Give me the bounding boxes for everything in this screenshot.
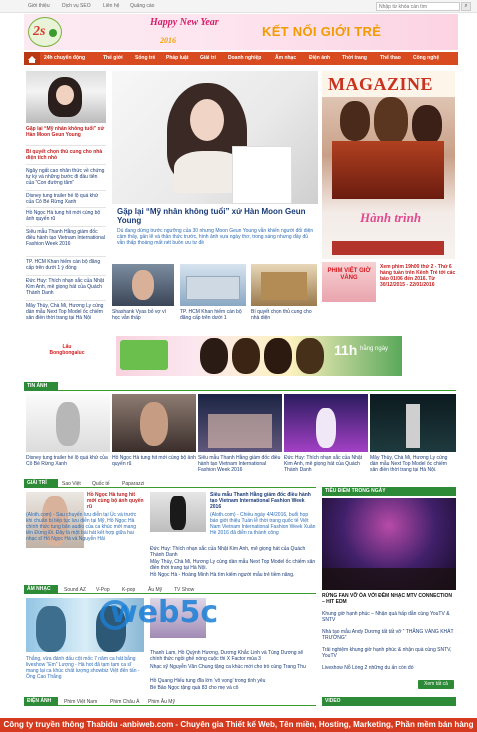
left-item-5[interactable]: TP. HCM Khan hiếm cán bộ đăng cấp trên dưới 1 ý đồng: [26, 259, 101, 271]
tinanh-title-2[interactable]: Siêu mẫu Thanh Hằng giám đốc điều hành tạo Vietnam International Fashion Week 2016: [198, 455, 281, 473]
amnhac-tab-2[interactable]: K-pop: [122, 587, 136, 593]
magazine-cover[interactable]: [322, 71, 455, 259]
video-label: VIDEO: [322, 697, 456, 706]
nav-item-music[interactable]: Âm nhạc: [275, 55, 297, 61]
nav-item-young[interactable]: Sống trẻ: [135, 55, 156, 61]
amnhac-tab-0[interactable]: Sound AZ: [64, 587, 86, 593]
giaitri-mid-list-2[interactable]: Hồ Ngọc Hà - Hoàng Minh Hà tìm kiếm người mẫu trẻ tiềm năng.: [150, 572, 295, 578]
top-link-contact[interactable]: Liên hệ: [103, 3, 120, 9]
giaitri-tab-2[interactable]: Paparazzi: [122, 481, 145, 487]
tinanh-image-3[interactable]: [284, 394, 368, 452]
center-sub-image-2[interactable]: [251, 264, 317, 306]
nav-item-law[interactable]: Pháp luật: [166, 55, 189, 61]
giaitri-mid-list-1[interactable]: Mây Thùy, Chà Mi, Hương Ly cùng dàn mẫu Next Top Model ốc chiếm sân điền thời trang tại Hà Nội.: [150, 559, 316, 571]
nav-item-business[interactable]: Doanh nghiệp: [228, 55, 262, 61]
giaitri-left-title[interactable]: Hồ Ngọc Hà tung hit mới cùng bộ ảnh quyến rũ: [87, 492, 144, 510]
magazine-right-caption: Xem phim 19h00 thứ 2 - Thứ 6 hàng tuần trên Kênh Trẻ tới các báo 01/06 đến 2016. Từ 30/12/2015 - 22/01/2016: [380, 264, 456, 288]
tinanh-title-4[interactable]: Mây Thùy, Chà Mi, Hương Ly cùng dàn mẫu Next Top Model ốc chiếm sân điền thời trang tại Hà Nội.: [370, 455, 448, 473]
left-item-4[interactable]: Siêu mẫu Thanh Hằng giám đốc điều hành tạo Vietnam International Fashion Week 2016: [26, 229, 105, 247]
nav-item-24h[interactable]: 24h chuyển động: [44, 55, 86, 61]
amnhac-label: ÂM NHẠC: [24, 585, 58, 594]
center-feature-image[interactable]: [112, 71, 318, 204]
banner-slogan: KẾT NỐI GIỚI TRẺ: [262, 24, 382, 39]
center-feature-desc: Dù đang dừng trước ngưỡng của 30 nhưng Moon Geun Young vẫn khiến người đối diện cảm thấy, gần lẽ và thân thức trước, hình ảnh vựa ngày thơ, trong sáng nhưng đầy đủ vẫn thấp thoáng mất nét buồn ưu tư đề: [117, 228, 314, 246]
left-feature-title[interactable]: Gặp lại “Mỹ nhân không tuổi” xứ Hàn Moon Geun Young: [26, 126, 105, 138]
tieudiem-list-1[interactable]: Nhà tạo mẫu Andy Dương tất tất vỡ “ THĂNG VÀNG KHÁT TRƯỜNG”: [322, 629, 454, 641]
tieudiem-title[interactable]: RỪNG FAN VỠ ÒA VỚI ĐÊM NHẠC MTV CONNECTION – HIT EDM: [322, 593, 452, 605]
left-item-2[interactable]: Disney tung trailer hé lộ quá khứ của Cô Bé Rừng Xanh: [26, 193, 99, 205]
home-icon[interactable]: [24, 52, 40, 65]
tinanh-label: TIN ẢNH: [24, 382, 58, 391]
amnhac-header: [24, 585, 316, 594]
tieudiem-list-0[interactable]: Khung giờ hạnh phúc – Nhận quà hấp dẫn cùng YouTV & SNTV: [322, 611, 450, 623]
amnhac-left-desc: Thắng, vừa đánh dấu cột mốc 7 năm ca hát bằng liveshow “Em” Lượng - Hà hot đã tạm tạm ca sĩ mang lại ca khúc chất lượng showbiz Việt đến tấn - Ông Cao Thắng: [26, 656, 140, 680]
nav-item-fashion[interactable]: Thời trang: [342, 55, 367, 61]
nav-item-tech[interactable]: Công nghệ: [413, 55, 440, 61]
amnhac-mid-list-2[interactable]: Hồ Quang Hiếu tung đĩa lớn ‘vô vọng’ trong tình yêu: [150, 678, 266, 684]
ad-sub: hằng ngày: [360, 346, 389, 352]
amnhac-tab-3[interactable]: Âu Mỹ: [148, 587, 163, 593]
tinanh-image-0[interactable]: [26, 394, 110, 452]
tieudiem-list-3[interactable]: Liveshow Nỗ Lòng 2 những du ấn còn đó: [322, 665, 414, 671]
left-item-3[interactable]: Hồ Ngọc Hà tung hit mới cùng bộ ảnh quyến rũ: [26, 210, 101, 222]
tinanh-image-1[interactable]: [112, 394, 196, 452]
new-year-text: Happy New Year: [150, 17, 219, 28]
center-sub-title-1[interactable]: TP. HCM Khan hiếm cán bộ đăng cấp trên dưới 1: [180, 309, 242, 321]
left-item-0[interactable]: Bí quyết chọn thủ cung cho nhà diện tích nhỏ: [26, 149, 103, 161]
center-sub-title-0[interactable]: Shashank Vyas bỏ vợ vì học vẫn thấp: [112, 309, 166, 321]
nav-item-cinema[interactable]: Điện ảnh: [309, 55, 331, 61]
dienanh-tab-0[interactable]: Phim Việt Nam: [64, 699, 98, 705]
tinanh-title-1[interactable]: Hồ Ngọc Hà tung hit mới cùng bộ ảnh quyến rũ: [112, 455, 196, 467]
giaitri-label: GIẢI TRÍ: [24, 479, 58, 488]
tinanh-image-2[interactable]: [198, 394, 282, 452]
tieudiem-list-2[interactable]: Trải nghiệm khung giờ hạnh phúc & nhận quà cùng SNTV, YouTV: [322, 647, 452, 659]
phim-viet-badge[interactable]: [322, 262, 376, 302]
dienanh-header: [24, 697, 316, 706]
tieudiem-image[interactable]: [322, 498, 456, 590]
top-link-ads[interactable]: Quảng cáo: [130, 3, 155, 9]
giaitri-tab-1[interactable]: Quốc tế: [92, 481, 110, 487]
top-bar: [0, 0, 477, 13]
left-item-7[interactable]: Mây Thùy, Chà Mi, Hương Ly cùng dàn mẫu Next Top Model ốc chiếm sân điền thời trang tại Hà Nội: [26, 303, 104, 321]
new-year-year: 2016: [160, 36, 176, 45]
tinanh-title-3[interactable]: Đức Huy: Thích nhạn sắc của Nhật Kim Anh, mê giọng hát của Quách Thành Danh: [284, 455, 363, 473]
magazine-title: MAGAZINE: [328, 74, 434, 94]
tinanh-header: [24, 382, 456, 391]
tinanh-image-4[interactable]: [370, 394, 456, 452]
dienanh-tab-2[interactable]: Phim Âu Mỹ: [148, 699, 175, 705]
center-feature-title[interactable]: Gặp lại “Mỹ nhân không tuổi” xứ Hàn Moon Geun Young: [117, 207, 306, 225]
giaitri-header: [24, 479, 316, 488]
tieudiem-label: TIÊU ĐIỂM TRONG NGÀY: [322, 487, 456, 496]
amnhac-tab-4[interactable]: TV Show: [174, 587, 195, 593]
giaitri-mid-desc: (Aloth.com) - Chiều ngày 4/4/2016, buổi họp báo giới thiệu Tuần lễ thời trang quốc tế Việt Nam Vietnam International Fashion Week Xuân Hè 2016 đã diễn ra thành công: [210, 512, 316, 536]
nav-item-world[interactable]: Thế giới: [103, 55, 123, 61]
logo-dot: [49, 29, 57, 37]
left-item-6[interactable]: Đức Huy: Thích nhạn sắc của Nhật Kim Anh, mê giọng hát của Quách Thành Danh: [26, 278, 105, 296]
tieudiem-more-button[interactable]: Xem tất cả: [418, 680, 454, 689]
ad-bubble: Lẩu Bongbongaluc: [49, 344, 85, 356]
logo-text: 2s: [33, 24, 46, 39]
left-feature-image[interactable]: [26, 71, 106, 123]
dienanh-label: ĐIỆN ẢNH: [24, 697, 58, 706]
top-link-seo[interactable]: Dịch vụ SEO: [62, 3, 91, 9]
header-banner: [24, 14, 458, 50]
center-sub-title-2[interactable]: Bí quyết chọn thủ cung cho nhà diện: [251, 309, 312, 321]
center-sub-image-0[interactable]: [112, 264, 174, 306]
footer-bar: Công ty truyền thông Thabidu -anbiweb.com - Chuyên gia Thiết kế Web, Tên miền, Hosting, Marketing, Phần mềm bán hàng: [0, 718, 477, 732]
nav-item-sports[interactable]: Thể thao: [380, 55, 401, 61]
nav-item-entertainment[interactable]: Giải trí: [200, 55, 216, 61]
magazine-caption: Hành trình: [360, 210, 422, 225]
giaitri-left-desc: (Aloth.com) - Sau chuyến lưu diễn tại Úc và trước khi chuẩn bị tiếp tục lưu diễn tại Mỹ, Hồ Ngọc Hà chính thức tung bản audio của ca khúc mới mang tên Đừng Đi. Đây là một bài hát kết hợp giữa hai nhạc sĩ Hồ Ngọc Hà và Nguyễn Hải: [26, 512, 137, 542]
giaitri-tab-0[interactable]: Sao Việt: [62, 481, 81, 487]
center-sub-image-1[interactable]: [180, 264, 246, 306]
giaitri-mid-title[interactable]: Siêu mẫu Thanh Hằng giám đốc điều hành tạo Vietnam International Fashion Week 2016: [210, 492, 311, 510]
search-icon[interactable]: ⌕: [461, 2, 471, 11]
amnhac-mid-list-1[interactable]: Nhạc sỹ Nguyễn Văn Chung tặng ca khúc mới cho trò cùng Trang Thu: [150, 664, 306, 670]
site-logo[interactable]: [28, 17, 62, 47]
giaitri-mid-image[interactable]: [150, 492, 206, 532]
ad-time: 11h: [334, 342, 358, 358]
amnhac-mid-list-0[interactable]: Thanh Lam, Hồ Quỳnh Hương, Dương Khắc Linh và Tùng Dương sẽ chính thức ngồi ghế nóng cuộc thi X Factor mùa 3: [150, 650, 304, 662]
dienanh-tab-1[interactable]: Phim Châu Á: [110, 699, 140, 705]
amnhac-tab-1[interactable]: V-Pop: [96, 587, 110, 593]
giaitri-mid-list-0[interactable]: Đức Huy: Thích nhạn sắc của Nhật Kim Anh, mê giọng hát của Quách Thành Danh: [150, 546, 306, 558]
watermark-text: web5c: [110, 595, 219, 630]
top-link-intro[interactable]: Giới thiệu: [28, 3, 50, 9]
search-input[interactable]: [376, 2, 460, 11]
left-item-1[interactable]: Ngây ngất cao nhân thức về chứng tự kỷ và những bước đi đầu tiên của “Con đường tâm”: [26, 168, 105, 186]
amnhac-mid-list-3[interactable]: Bé Bảo Ngọc tặng quà 83 cho mẹ và cô: [150, 685, 239, 691]
phim-viet-label: PHIM VIỆT GIỜ VÀNG: [327, 268, 371, 281]
main-nav: [24, 52, 458, 65]
tinanh-title-0[interactable]: Disney tung trailer hé lộ quá khứ của Cô Bé Rừng Xanh: [26, 455, 108, 467]
